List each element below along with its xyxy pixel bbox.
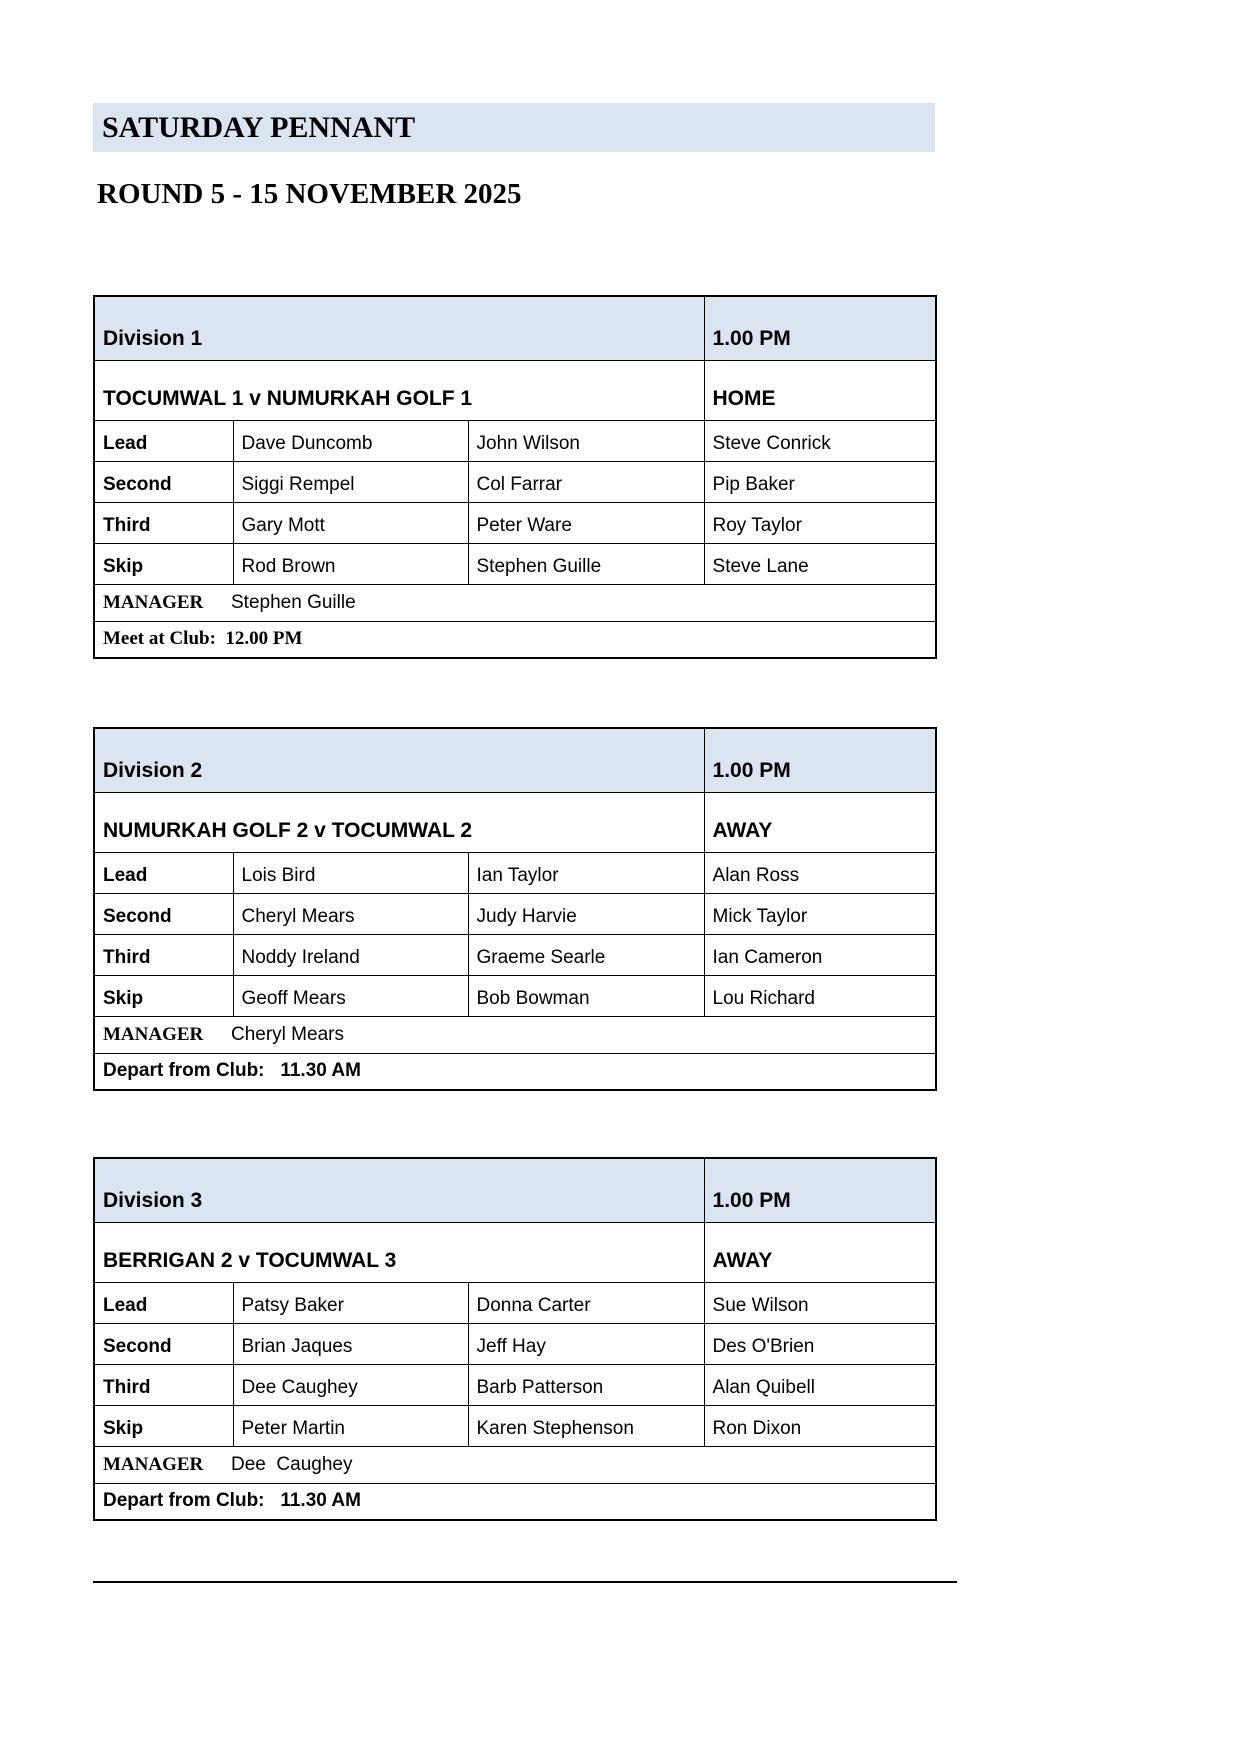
match-title: TOCUMWAL 1 v NUMURKAH GOLF 1 — [94, 360, 704, 420]
position-label: Skip — [94, 543, 233, 584]
position-label: Lead — [94, 852, 233, 893]
position-label: Second — [94, 1323, 233, 1364]
player-name: Jeff Hay — [468, 1323, 704, 1364]
position-label: Second — [94, 461, 233, 502]
manager-name: Cheryl Mears — [231, 1023, 344, 1045]
player-name: Gary Mott — [233, 502, 468, 543]
division-name: Division 2 — [94, 728, 704, 792]
division-name: Division 1 — [94, 296, 704, 360]
match-row — [94, 1222, 936, 1282]
position-label: Second — [94, 893, 233, 934]
player-row — [94, 1405, 936, 1446]
meeting-info: Depart from Club: 11.30 AM — [103, 1060, 361, 1082]
page-title: SATURDAY PENNANT — [102, 110, 416, 144]
match-title: NUMURKAH GOLF 2 v TOCUMWAL 2 — [94, 792, 704, 852]
player-name: Pip Baker — [704, 461, 936, 502]
player-name: Lou Richard — [704, 975, 936, 1016]
position-label: Skip — [94, 1405, 233, 1446]
manager-name: Stephen Guille — [231, 591, 356, 613]
division-header-row — [94, 1158, 936, 1222]
player-row — [94, 502, 936, 543]
player-name: Donna Carter — [468, 1282, 704, 1323]
player-name: John Wilson — [468, 420, 704, 461]
round-heading: ROUND 5 - 15 NOVEMBER 2025 — [97, 178, 522, 210]
division-2-table — [93, 727, 937, 1091]
player-name: Noddy Ireland — [233, 934, 468, 975]
player-name: Ian Cameron — [704, 934, 936, 975]
player-name: Geoff Mears — [233, 975, 468, 1016]
position-label: Lead — [94, 420, 233, 461]
meeting-row — [94, 1053, 936, 1090]
player-name: Alan Ross — [704, 852, 936, 893]
player-name: Stephen Guille — [468, 543, 704, 584]
position-label: Skip — [94, 975, 233, 1016]
manager-label: MANAGER — [103, 1453, 204, 1475]
start-time: 1.00 PM — [704, 728, 936, 792]
player-name: Lois Bird — [233, 852, 468, 893]
player-name: Siggi Rempel — [233, 461, 468, 502]
player-row — [94, 975, 936, 1016]
position-label: Lead — [94, 1282, 233, 1323]
player-name: Alan Quibell — [704, 1364, 936, 1405]
manager-label: MANAGER — [103, 591, 204, 613]
manager-row — [94, 1446, 936, 1483]
division-name: Division 3 — [94, 1158, 704, 1222]
manager-name: Dee Caughey — [231, 1453, 353, 1475]
position-label: Third — [94, 934, 233, 975]
player-name: Peter Ware — [468, 502, 704, 543]
meeting-row — [94, 1483, 936, 1520]
player-name: Karen Stephenson — [468, 1405, 704, 1446]
venue-label: HOME — [704, 360, 936, 420]
start-time: 1.00 PM — [704, 1158, 936, 1222]
meeting-info: Meet at Club: 12.00 PM — [103, 628, 303, 650]
meeting-info: Depart from Club: 11.30 AM — [103, 1490, 361, 1512]
player-name: Peter Martin — [233, 1405, 468, 1446]
match-title: BERRIGAN 2 v TOCUMWAL 3 — [94, 1222, 704, 1282]
meeting-row — [94, 621, 936, 658]
player-row — [94, 1282, 936, 1323]
player-name: Ian Taylor — [468, 852, 704, 893]
venue-label: AWAY — [704, 1222, 936, 1282]
player-row — [94, 420, 936, 461]
manager-row — [94, 584, 936, 621]
division-header-row — [94, 728, 936, 792]
start-time: 1.00 PM — [704, 296, 936, 360]
player-row — [94, 934, 936, 975]
player-name: Steve Conrick — [704, 420, 936, 461]
player-name: Patsy Baker — [233, 1282, 468, 1323]
player-name: Barb Patterson — [468, 1364, 704, 1405]
player-name: Steve Lane — [704, 543, 936, 584]
player-row — [94, 852, 936, 893]
manager-row — [94, 1016, 936, 1053]
player-name: Col Farrar — [468, 461, 704, 502]
player-name: Ron Dixon — [704, 1405, 936, 1446]
match-row — [94, 360, 936, 420]
player-name: Roy Taylor — [704, 502, 936, 543]
player-row — [94, 461, 936, 502]
player-row — [94, 1323, 936, 1364]
player-name: Cheryl Mears — [233, 893, 468, 934]
manager-label: MANAGER — [103, 1023, 204, 1045]
bottom-rule — [93, 1581, 957, 1583]
player-name: Rod Brown — [233, 543, 468, 584]
match-row — [94, 792, 936, 852]
player-name: Judy Harvie — [468, 893, 704, 934]
player-row — [94, 1364, 936, 1405]
position-label: Third — [94, 1364, 233, 1405]
page-title-band — [93, 103, 935, 152]
player-name: Graeme Searle — [468, 934, 704, 975]
player-name: Dave Duncomb — [233, 420, 468, 461]
player-row — [94, 893, 936, 934]
division-3-table — [93, 1157, 937, 1521]
player-name: Bob Bowman — [468, 975, 704, 1016]
player-name: Mick Taylor — [704, 893, 936, 934]
player-name: Dee Caughey — [233, 1364, 468, 1405]
venue-label: AWAY — [704, 792, 936, 852]
position-label: Third — [94, 502, 233, 543]
player-name: Des O'Brien — [704, 1323, 936, 1364]
player-row — [94, 543, 936, 584]
player-name: Brian Jaques — [233, 1323, 468, 1364]
division-1-table — [93, 295, 937, 659]
player-name: Sue Wilson — [704, 1282, 936, 1323]
division-header-row — [94, 296, 936, 360]
